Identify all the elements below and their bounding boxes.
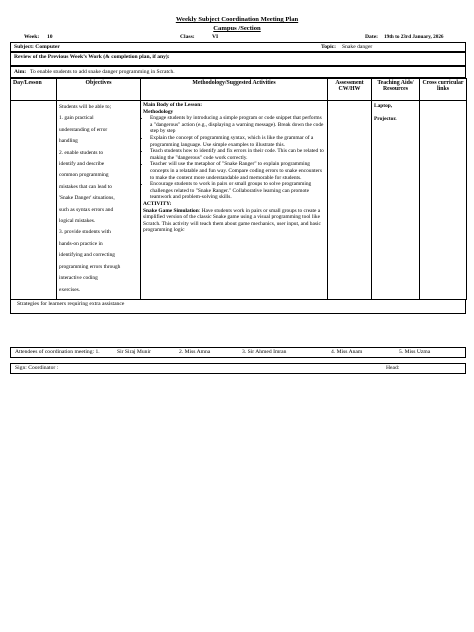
strategies-row bbox=[10, 299, 466, 314]
activity-heading: ACTIVITY: bbox=[143, 200, 172, 207]
objective-line: identifying and correcting bbox=[59, 252, 115, 259]
list-item: • Teach students how to identify and fix errors in their code. This can be related to making the "dangerous" code work correctly. bbox=[150, 148, 325, 161]
page-subtitle: Campus /Section bbox=[213, 25, 261, 32]
week-value: 10 bbox=[47, 34, 53, 40]
topic-label: Topic: bbox=[321, 44, 337, 50]
header-cross-curricular: Cross curricular links bbox=[420, 79, 467, 101]
objective-line: programming errors through bbox=[59, 263, 121, 270]
table-header-row bbox=[11, 79, 467, 101]
review-label: Review of the Previous Week’s Work (& completion plan, if any): bbox=[14, 54, 170, 60]
coordinator-sign-label: Sign: Coordinator : bbox=[15, 365, 59, 371]
activity-description bbox=[143, 208, 325, 234]
objective-line: common programming bbox=[59, 172, 109, 179]
objective-line: logical mistakes. bbox=[59, 218, 96, 225]
list-item: • Encourage students to work in pairs or small groups to solve programming challenges related to "Snake Ranger." Collaborative learning can promote teamwork and problem-solving skills. bbox=[150, 181, 325, 201]
aim-row bbox=[10, 66, 466, 78]
objective-line: hands-on practice in bbox=[59, 240, 103, 247]
subject-row bbox=[10, 42, 466, 52]
topic-value: Snake danger bbox=[342, 44, 373, 50]
objective-line: Students will be able to; bbox=[59, 104, 112, 110]
teaching-aids-cell bbox=[372, 101, 420, 300]
objective-line: 1. gain practical bbox=[59, 115, 94, 122]
cross-curricular-cell bbox=[420, 101, 467, 300]
activity-title: Snake Game Simulation bbox=[143, 207, 199, 214]
objectives-cell bbox=[57, 101, 141, 300]
class-label: Class: bbox=[180, 34, 195, 40]
aim-label: Aim: bbox=[14, 69, 27, 75]
header-assessment: Assessment CW/HW bbox=[328, 79, 372, 101]
attendee-name: 4. Miss Anam bbox=[331, 349, 363, 355]
page-title: Weekly Subject Coordination Meeting Plan bbox=[175, 16, 299, 23]
aid-item: Laptop, bbox=[374, 103, 393, 109]
list-item: • Teacher will use the metaphor of "Snake Ranger" to explain programming concepts in a relatable and fun way. Compare coding errors to snake encounters to make the content more understandable and memorable for students. bbox=[150, 161, 325, 181]
objective-line: interactive coding bbox=[59, 275, 98, 282]
aim-value: To enable students to add snake danger programming in Scratch. bbox=[30, 69, 175, 75]
list-item: • Engage students by introducing a simple program or code snippet that performs a "dangerous" action (e.g., displaying a warning message). Break down the code step by step bbox=[150, 115, 325, 135]
list-item: • Explain the concept of programming syntax, which is like the grammar of a programming language. Use simple examples to illustrate this. bbox=[150, 135, 325, 148]
objective-line: mistakes that can lead to bbox=[59, 183, 112, 190]
objective-line: 3. provide students with bbox=[59, 229, 111, 236]
attendee-name: 2. Miss Amna bbox=[179, 349, 211, 355]
methodology-list bbox=[143, 115, 325, 201]
header-methodology: Methodology/Suggested Activities bbox=[141, 79, 328, 101]
attendees-label: Attendees of coordination meeting: 1. bbox=[15, 349, 100, 355]
methodology-cell bbox=[141, 101, 328, 300]
assessment-cell bbox=[328, 101, 372, 300]
activity-text: : Have students work in pairs or small groups to create a simplified version of the classic Snake game using a visual programming tool like Scratch. This activity will teach them about game mechanics, user input, and basic programming logic bbox=[143, 207, 321, 234]
attendee-name: 5. Miss Uzma bbox=[399, 349, 431, 355]
week-label: Week: bbox=[24, 34, 40, 40]
attendee-name: Sir Siraj Munir bbox=[117, 349, 151, 355]
header-day-lesson: Day/Lesson bbox=[11, 79, 57, 101]
signature-row bbox=[10, 363, 466, 374]
methodology-heading: Main Body of the Lesson: bbox=[143, 102, 203, 108]
objective-line: 'Snake Danger' situations, bbox=[59, 195, 115, 202]
head-sign-label: Head: bbox=[386, 365, 400, 371]
lesson-plan-table bbox=[10, 78, 467, 300]
methodology-subheading: Methodology bbox=[143, 108, 174, 115]
objective-line: such as syntax errors and bbox=[59, 206, 114, 213]
objective-line: exercises. bbox=[59, 286, 81, 293]
date-label: Date: bbox=[365, 34, 379, 40]
header-objectives: Objectives bbox=[57, 79, 141, 101]
class-value: VI bbox=[212, 34, 219, 40]
attendees-row bbox=[10, 347, 466, 358]
day-lesson-cell bbox=[11, 101, 57, 300]
header-teaching-aids: Teaching Aids/ Resources bbox=[372, 79, 420, 101]
aid-item: Projector. bbox=[374, 115, 397, 122]
table-row bbox=[11, 101, 467, 300]
objective-line: understanding of error bbox=[59, 126, 108, 133]
review-row bbox=[10, 52, 466, 66]
date-value: 19th to 23rd January, 2026 bbox=[384, 34, 444, 40]
objective-line: 2. enable students to bbox=[59, 149, 104, 156]
strategies-label: Strategies for learners requiring extra assistance bbox=[17, 301, 125, 307]
objective-line: handling bbox=[59, 138, 78, 145]
objective-line: identify and describe bbox=[59, 161, 105, 168]
attendee-name: 3. Sir Ahmed Imran bbox=[242, 349, 287, 355]
subject-label: Subject: Computer bbox=[14, 44, 60, 50]
